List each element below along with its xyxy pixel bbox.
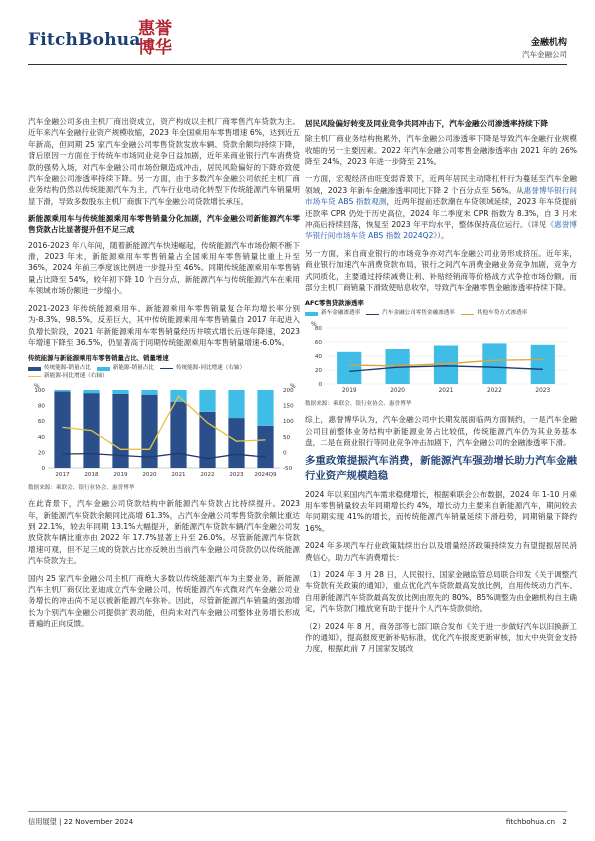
legend-label: 传统能源-同比增速（右轴） bbox=[175, 365, 246, 372]
paragraph: 2024 年以来国内汽车需求稳健增长，根据乘联会公布数据，2024 年 1-10 月乘用车零售销量较去年同期增长约 4%，增长动力主要来自新能源汽车，期间较去年同期实现 41%的增长，而传统能源汽车销量延续下滑趋势，同期销量下降约 16%。 bbox=[305, 489, 577, 533]
chart-source-note: 数据来源：乘联会、银行业协会、惠誉博华 bbox=[305, 401, 412, 408]
paragraph: 在此背景下，汽车金融公司贷款结构中新能源汽车贷款占比持续提升。2023 年，新能源汽车贷款余额同比高增 61.3%，占汽车金融公司零售贷款余额比重达到 22.1%，较去年同期 13.1%大幅提升，新能源汽车贷款车辆/汽车金融公司发放贷款车辆比重亦由 2022 年 17.7%显著上升至 26.0%。尽管新能源汽车贷款增速可观，但不足三成的贷款占比亦反映出当前汽车金融公司贷款仍以传统能源汽车贷款为主。 bbox=[28, 499, 300, 566]
section-heading: 居民风险偏好转变及同业竞争共同冲击下，汽车金融公司渗透率持续下降 bbox=[305, 119, 548, 128]
y-tick-right: 50 bbox=[283, 434, 291, 441]
chart-legend bbox=[28, 365, 300, 379]
section-heading-large: 多重政策提振汽车消费，新能源汽车强劲增长助力汽车金融行业资产规模趋稳 bbox=[305, 455, 577, 482]
paragraph: 2024 年多项汽车行业政策陆续出台以及增量经济政策持续发力有望提振居民消费信心，助力汽车消费增长： bbox=[305, 541, 577, 562]
right-axis-unit: % bbox=[290, 382, 296, 390]
x-tick-label: 2024Q9 bbox=[254, 471, 277, 478]
bar-new-car-finance bbox=[337, 351, 361, 383]
y-tick: 60 bbox=[314, 339, 322, 346]
bar-nev-share bbox=[257, 390, 273, 426]
axis-unit: % bbox=[311, 320, 317, 328]
x-tick-label: 2023 bbox=[535, 387, 551, 394]
right-column bbox=[305, 118, 577, 661]
x-tick-label: 2022 bbox=[200, 471, 215, 478]
abs-index-link[interactable]: 惠誉博华银行间市场车贷 ABS 指数观测 bbox=[305, 185, 577, 207]
paragraph: （2）2024 年 8 月，商务部等七部门联合发布《关于进一步做好汽车以旧换新工作的通知》，提高报废更新补贴标准，优化汽车报废更新审核，加大中央资金支持力度，根据此前 7 月国家发展改 bbox=[305, 621, 577, 654]
y-tick-right: 0 bbox=[283, 450, 287, 457]
y-tick: 0 bbox=[318, 381, 322, 388]
x-tick-label: 2018 bbox=[84, 471, 99, 478]
logo-seal-bottom: 博华 bbox=[138, 38, 172, 58]
bar-nev-share bbox=[83, 390, 99, 393]
y-tick: 80 bbox=[314, 325, 322, 332]
legend-item bbox=[366, 310, 455, 317]
bar-nev-share bbox=[54, 390, 70, 392]
bar-nev-share bbox=[141, 390, 157, 395]
text-run: ，近两年提前还款潮在车贷领域延续，2023 年车贷提前还款率 CPR 仍处于历史高位，2024 年二季度末 CPR 指数为 8.3%，自 3 月末冲高后持续回落，恢复至 2023 年平均水平，整体保持高位运行。（详见 bbox=[305, 197, 577, 230]
y-tick-left: 40 bbox=[37, 434, 45, 441]
y-tick-left: 100 bbox=[34, 387, 45, 394]
legend-label: 汽车金融公司零售金融渗透率 bbox=[382, 310, 455, 317]
header-subcategory: 汽车金融公司 bbox=[522, 50, 567, 59]
y-tick-left: 80 bbox=[37, 403, 45, 410]
y-tick-left: 20 bbox=[37, 450, 45, 457]
abs-report-link[interactable]: 《惠誉博华银行间市场车贷 ABS 指数 2024Q2》 bbox=[305, 220, 577, 241]
x-tick-label: 2023 bbox=[229, 471, 244, 478]
bar-new-car-finance bbox=[482, 343, 506, 384]
header-divider bbox=[28, 64, 567, 65]
paragraph: 综上，惠誉博华认为，汽车金融公司中长期发展面临两方面制约，一是汽车金融公司目前整体业务结构中新能源业务占比较低，传统能源汽车仍为其业务基本盘，二是在商业银行等同业竞争冲击加剧下，汽车金融公司的金融渗透率下滑。 bbox=[305, 415, 577, 447]
paragraph bbox=[305, 173, 577, 241]
y-tick-right: 200 bbox=[283, 387, 294, 394]
header-category: 金融机构 bbox=[530, 38, 567, 48]
legend-swatch bbox=[28, 367, 41, 371]
y-tick-left: 0 bbox=[41, 465, 45, 472]
paragraph: 2021-2023 年传统能源乘用车、新能源乘用车零售销量复合年均增长率分别为-8.3%、98.5%，反差巨大，其中传统能源乘用车零售销量自 2017 年起进入负增长阶段，2021 年新能源乘用车零售销量经历井喷式增长后逐年降速，2023 年增速下降至 36.5%，仍显著高于同期传统能源乘用车零售销量增速-6.0%。 bbox=[28, 303, 300, 347]
chart2-plot bbox=[305, 320, 577, 396]
page-number: 2 bbox=[562, 817, 567, 826]
chart-sales-share bbox=[28, 354, 300, 492]
text-run: 一方面，宏观经济由旺变弱背景下，近两年居民主动降杠杆行为蔓延至汽车金融领域，2023 年新车金融渗透率同比下降 2 个百分点至 56%。从 bbox=[305, 174, 577, 195]
legend-swatch bbox=[305, 312, 318, 316]
y-tick: 40 bbox=[314, 353, 322, 360]
bar-ice-share bbox=[112, 394, 128, 468]
x-tick-label: 2019 bbox=[341, 387, 357, 394]
legend-item bbox=[97, 365, 154, 372]
x-tick-label: 2021 bbox=[171, 471, 186, 478]
legend-item bbox=[461, 310, 527, 317]
chart-title: 传统能源与新能源乘用车零售销量占比、销量增速 bbox=[28, 354, 169, 363]
bar-ice-share bbox=[170, 401, 186, 467]
y-tick-right: 150 bbox=[283, 403, 294, 410]
footer-divider bbox=[28, 811, 567, 812]
legend-item bbox=[160, 365, 245, 372]
y-tick: 20 bbox=[314, 367, 322, 374]
paragraph: 国内 25 家汽车金融公司主机厂商绝大多数以传统能源汽车为主要业务，新能源汽车主机厂商仅比亚迪成立汽车金融公司，传统能源汽车式微对汽车金融公司业务增长的冲击尚不足以被新能源汽车弥补。因此，尽管新能源汽车销量的强劲增长为个别汽车金融公司提供扩表动能，但尚未对汽车金融公司整体业务增长形成普遍的正向反馈。 bbox=[28, 573, 300, 629]
bar-ice-share bbox=[54, 391, 70, 467]
chart1-plot bbox=[28, 382, 300, 480]
left-axis-unit: % bbox=[34, 382, 40, 390]
legend-line bbox=[461, 314, 474, 315]
section-heading: 新能源乘用车与传统能源乘用车零售销量分化加剧，汽车金融公司新能源汽车零售贷款占比显著提升但不足三成 bbox=[28, 214, 300, 235]
chart-legend bbox=[305, 310, 577, 317]
bar-nev-share bbox=[112, 390, 128, 394]
paragraph: 2016-2023 年八年间，随着新能源汽车快速崛起，传统能源汽车市场份额不断下滑，2023 年末，新能源乘用车零售销量占全国乘用车零售销量比重上升至 36%，2024 年前三季度该比例进一步提升至 46%。同期传统能源乘用车零售销量占比降至 54%，较年初下降 10 个百分点，新能源汽车与传统能源汽车在乘用车领域市场份额进一步缩小。 bbox=[28, 240, 300, 296]
logo-seal bbox=[135, 20, 183, 60]
legend-swatch bbox=[97, 367, 110, 371]
text-run: ）。 bbox=[437, 231, 449, 241]
logo-seal-top: 惠誉 bbox=[138, 19, 172, 39]
x-tick-label: 2020 bbox=[142, 471, 157, 478]
paragraph: 除主机厂商业务结构拖累外，汽车金融公司渗透率下降是导致汽车金融行业规模收缩的另一主要因素。2022 年汽车金融公司零售金融渗透率由 2021 年的 26%降至 24%，2023 年进一步降至 21%。 bbox=[305, 134, 577, 167]
left-column bbox=[28, 116, 300, 636]
footer-report-date: 信用展望 | 22 November 2024 bbox=[28, 817, 134, 826]
legend-line bbox=[28, 376, 41, 377]
x-tick-label: 2017 bbox=[55, 471, 70, 478]
legend-label: 传统能源-销量占比 bbox=[44, 365, 91, 372]
y-tick-right: -50 bbox=[283, 465, 293, 472]
legend-label: 新能源-销量占比 bbox=[112, 365, 154, 372]
bar-ice-share bbox=[228, 418, 244, 468]
bar-ice-share bbox=[199, 412, 215, 468]
paragraph: 汽车金融公司多由主机厂商出资成立，资产构成以主机厂商零售汽车贷款为主。近年来汽车金融行业资产规模收缩，2023 年全国乘用车零售增速 6%，达到近五年新高，但同期 25 家汽车金融公司零售贷款发放车辆、贷款余额均持续下降，背后原因一方面在于传统车市场同业竞争日益加剧，近年来商业银行汽车消费贷款的强势入场，对汽车金融公司市场份额造成冲击，居民风险偏好的下降亦致使汽车金融公司渗透率持续下降。另一方面，由于多数汽车金融公司依托主机厂商业务结构仍然以传统能源汽车为主，汽车行业电动化转型下传统能源汽车销量明显下滑，导致多数股东主机厂商旗下汽车金融公司贷款增长承压。 bbox=[28, 117, 300, 206]
chart-afc-penetration bbox=[305, 299, 577, 408]
y-tick-right: 100 bbox=[283, 418, 294, 425]
footer-site-link[interactable]: fitchbohua.cn bbox=[505, 817, 555, 826]
y-tick-left: 60 bbox=[37, 418, 45, 425]
x-tick-label: 2021 bbox=[438, 387, 454, 394]
x-tick-label: 2020 bbox=[390, 387, 405, 394]
bar-new-car-finance bbox=[531, 344, 555, 383]
paragraph: （1）2024 年 3 月 28 日，人民银行、国家金融监管总局联合印发《关于调整汽车贷款有关政策的通知》，重点优化汽车贷款最高发放比例，自用传统动力汽车、自用新能源汽车贷款最高发放比例由原先的 80%、85%调整为由金融机构自主确定，汽车贷款门槛放宽有助于提升个人汽车贷款供给。 bbox=[305, 569, 577, 614]
bar-nev-share bbox=[199, 390, 215, 412]
x-tick-label: 2022 bbox=[487, 387, 502, 394]
bar-nev-share bbox=[228, 390, 244, 418]
legend-label: 新能源-同比增速（右轴） bbox=[44, 372, 108, 379]
bar-new-car-finance bbox=[434, 345, 458, 384]
legend-label: 新车金融渗透率 bbox=[321, 310, 361, 317]
logo-wordmark: FitchBohua bbox=[28, 30, 141, 50]
legend-line bbox=[366, 314, 379, 315]
legend-item bbox=[28, 373, 108, 380]
legend-line bbox=[160, 368, 173, 369]
paragraph: 另一方面，来自商业银行的市场竞争亦对汽车金融公司业务形成挤压。近年来，商业银行加速汽车消费贷款布局，银行之间汽车消费金融业务竞争加剧，竞争方式同质化，主要通过持续减费让利、补贴经销商等价格战方式争抢市场份额。而部分主机厂商销量下滑致使贴息收窄，导致汽车金融零售金融渗透率持续下降。 bbox=[305, 248, 577, 293]
x-tick-label: 2019 bbox=[113, 471, 128, 478]
legend-item bbox=[305, 310, 360, 317]
legend-item bbox=[28, 365, 91, 372]
legend-label: 其他车贷方式渗透率 bbox=[476, 310, 528, 317]
chart-source-note: 数据来源：乘联会、银行业协会、惠誉博华 bbox=[28, 485, 135, 492]
bar-ice-share bbox=[257, 426, 273, 468]
chart-title: AFC零售贷款渗透率 bbox=[305, 299, 364, 308]
